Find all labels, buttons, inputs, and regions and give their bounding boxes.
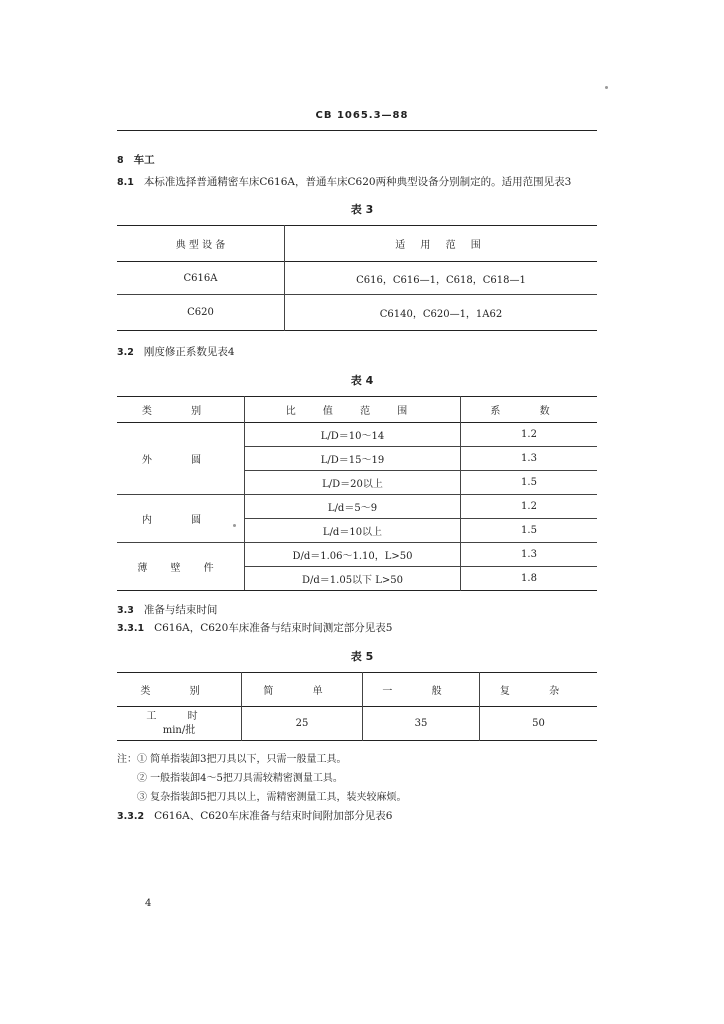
table-row [117,495,597,519]
table-3-caption: 表 3 [350,203,374,216]
page-number: 4 [145,898,152,909]
section-text: 本标准选择普通精密车床C616A，普通车床C620两种典型设备分别制定的。适用范围见表3 [143,176,572,188]
header-cell: 典 型 设 备 [117,226,285,262]
table-cell: L/d＝5～9 [245,495,461,519]
category-cell: 外 圆 [117,423,245,495]
table-header-row [117,397,597,423]
note-item: ③ 复杂指装卸5把刀具以上，需精密测量工具，装夹较麻烦。 [137,792,407,803]
section-number: 3.3.2 [117,811,145,822]
header-cell: 系 数 [490,406,568,417]
section-3-3-1 [117,620,392,635]
category-cell: 内 圆 [117,495,245,543]
section-number: 3.3.1 [117,623,145,634]
table-cell: 1.3 [521,453,537,464]
table-cell: L/D＝20以上 [245,471,461,495]
table-5 [117,672,597,741]
scan-speck [233,524,236,527]
table-cell: D/d＝1.05以下 L>50 [245,567,461,591]
section-number: 8 [117,155,124,166]
row-label-line-1: 工 时 [146,710,212,722]
table-cell: 1.2 [521,501,537,512]
row-label-line-2: min/批 [162,724,196,736]
table-3 [117,225,597,331]
table-row [117,543,597,567]
table-cell: 50 [532,718,545,729]
table-cell: 1.8 [521,573,537,584]
header-cell: 一 般 [363,673,480,707]
table-cell: 1.3 [521,549,537,560]
section-3-3-2 [117,808,392,823]
section-number: 8.1 [117,177,134,188]
header-cell: 适 用 范 围 [395,240,487,251]
table-5-caption: 表 5 [350,650,374,663]
notes [117,750,407,807]
table-row [117,423,597,447]
section-8-1 [117,174,571,189]
table-cell: D/d＝1.06～1.10，L>50 [245,543,461,567]
header-cell: 类 别 [117,397,245,423]
note-text: ① 简单指装卸3把刀具以下，只需一般量工具。 [137,754,347,765]
section-number: 3.2 [117,347,134,358]
table-header-row [117,673,597,707]
note-item: ② 一般指装卸4～5把刀具需较精密测量工具。 [137,773,343,784]
section-text: C616A，C620车床准备与结束时间测定部分见表5 [154,622,393,634]
header-cell: 比 值 范 围 [245,397,461,423]
table-4-caption: 表 4 [350,374,374,387]
section-3-2 [117,344,235,359]
header-cell: 复 杂 [499,686,578,697]
table-row [117,295,597,331]
category-cell: 薄 壁 件 [117,543,245,591]
table-cell: C620 [117,295,285,331]
table-row [117,262,597,295]
table-cell: 1.5 [521,525,537,536]
table-header-row [117,226,597,262]
table-row [117,707,597,741]
header-cell: 类 别 [117,673,242,707]
scan-speck [605,86,608,89]
note-prefix: 注： [117,754,137,765]
section-3-3 [117,602,217,617]
table-cell: C6140，C620—1，1A62 [379,309,503,320]
table-4 [117,396,597,591]
table-cell: 35 [363,707,480,741]
header-cell: 简 单 [242,673,363,707]
table-cell: C616，C616—1，C618，C618—1 [356,274,526,286]
section-title: 车工 [133,154,155,166]
document-code: CB 1065.3—88 [315,110,409,121]
header-rule [117,130,597,131]
table-cell: L/D＝15～19 [245,447,461,471]
table-cell: L/D＝10～14 [245,423,461,447]
table-cell: L/d＝10以上 [245,519,461,543]
table-cell: C616A [117,262,285,295]
table-cell: 1.5 [521,477,537,488]
table-cell: 25 [242,707,363,741]
section-8-heading [117,152,155,167]
section-text: C616A、C620车床准备与结束时间附加部分见表6 [154,810,393,822]
section-text: 刚度修正系数见表4 [143,346,235,358]
table-cell: 1.2 [521,429,537,440]
section-text: 准备与结束时间 [143,604,218,616]
row-label-cell [117,707,242,741]
section-number: 3.3 [117,605,134,616]
note-item [117,750,407,769]
